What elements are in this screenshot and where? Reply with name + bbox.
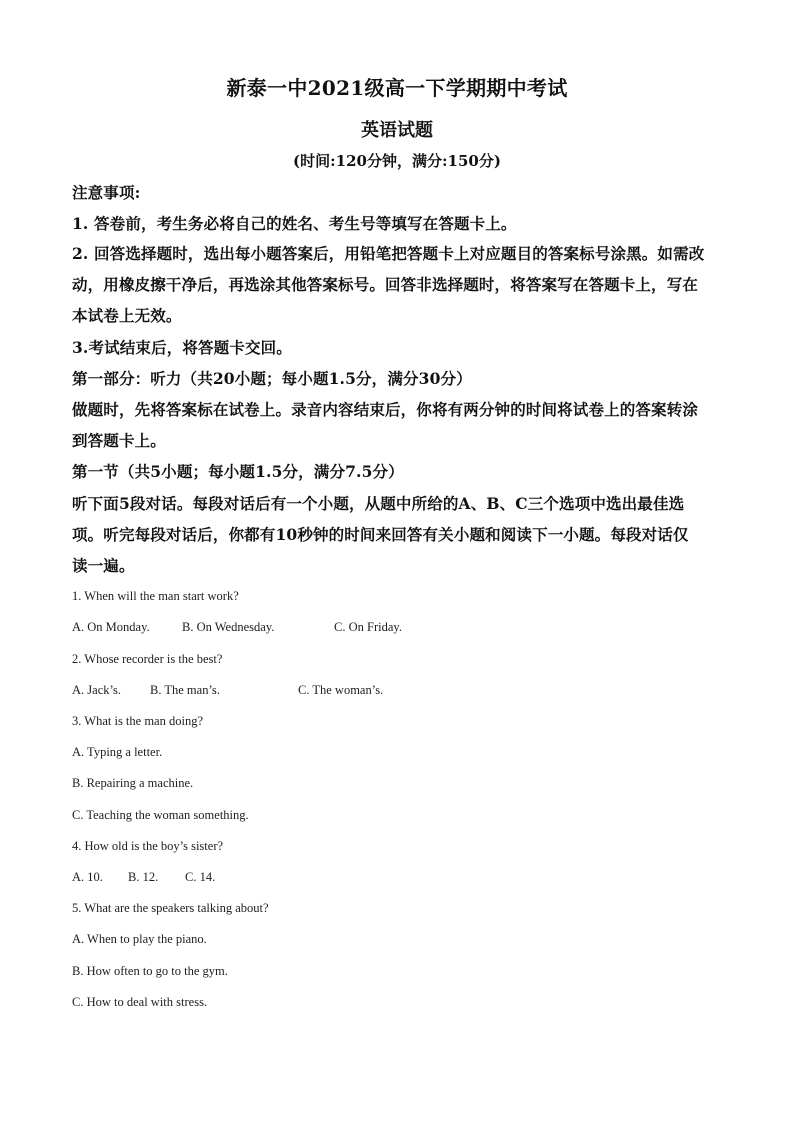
question-1-option-b: B. On Wednesday.	[182, 620, 275, 634]
part1-instruction-line-2: 到答题卡上。	[72, 431, 166, 450]
question-2-stem: 2. Whose recorder is the best?	[72, 652, 223, 666]
question-5-option-a: A. When to play the piano.	[72, 932, 207, 946]
part1-instruction-line-1: 做题时，先将答案标在试卷上。录音内容结束后，你将有两分钟的时间将试卷上的答案转涂	[72, 400, 699, 419]
question-3-option-a: A. Typing a letter.	[72, 745, 163, 759]
question-1-stem: 1. When will the man start work?	[72, 589, 239, 603]
notice-item-3: 3.考试结束后，将答题卡交回。	[72, 338, 292, 357]
notice-heading: 注意事项:	[72, 183, 141, 202]
exam-time-info: (时间:120分钟，满分:150分)	[293, 152, 501, 170]
question-1-option-a: A. On Monday.	[72, 620, 150, 634]
exam-subject: 英语试题	[361, 120, 433, 141]
section1-instruction-line-2: 项。听完每段对话后，你都有10秒钟的时间来回答有关小题和阅读下一小题。每段对话仅	[72, 525, 689, 544]
question-4-stem: 4. How old is the boy’s sister?	[72, 839, 224, 853]
notice-item-2-line-2: 动，用橡皮擦干净后，再选涂其他答案标号。回答非选择题时，将答案写在答题卡上，写在	[72, 275, 699, 294]
question-5-stem: 5. What are the speakers talking about?	[72, 901, 269, 915]
question-2-option-a: A. Jack’s.	[72, 683, 121, 697]
question-5-option-b: B. How often to go to the gym.	[72, 964, 228, 978]
question-3-option-b: B. Repairing a machine.	[72, 776, 194, 790]
notice-item-2-line-1: 2. 回答选择题时，选出每小题答案后，用铅笔把答题卡上对应题目的答案标号涂黑。如需改	[72, 244, 705, 263]
part1-heading: 第一部分：听力（共20小题；每小题1.5分，满分30分）	[72, 369, 472, 388]
notice-item-2-line-3: 本试卷上无效。	[72, 306, 182, 325]
question-4-option-b: B. 12.	[128, 870, 159, 884]
question-2-option-b: B. The man’s.	[150, 683, 220, 697]
question-4-option-a: A. 10.	[72, 870, 103, 884]
section1-instruction-line-3: 读一遍。	[72, 556, 135, 575]
question-4-option-c: C. 14.	[185, 870, 216, 884]
question-3-stem: 3. What is the man doing?	[72, 714, 203, 728]
section1-instruction-line-1: 听下面5段对话。每段对话后有一个小题，从题中所给的A、B、C三个选项中选出最佳选	[72, 494, 685, 513]
section1-heading: 第一节（共5小题；每小题1.5分，满分7.5分）	[72, 462, 404, 481]
question-5-option-c: C. How to deal with stress.	[72, 995, 208, 1009]
question-2-option-c: C. The woman’s.	[298, 683, 384, 697]
question-1-option-c: C. On Friday.	[334, 620, 402, 634]
notice-item-1: 1. 答卷前，考生务必将自己的姓名、考生号等填写在答题卡上。	[72, 214, 517, 233]
question-3-option-c: C. Teaching the woman something.	[72, 808, 249, 822]
exam-title: 新泰一中2021级高一下学期期中考试	[226, 76, 568, 100]
